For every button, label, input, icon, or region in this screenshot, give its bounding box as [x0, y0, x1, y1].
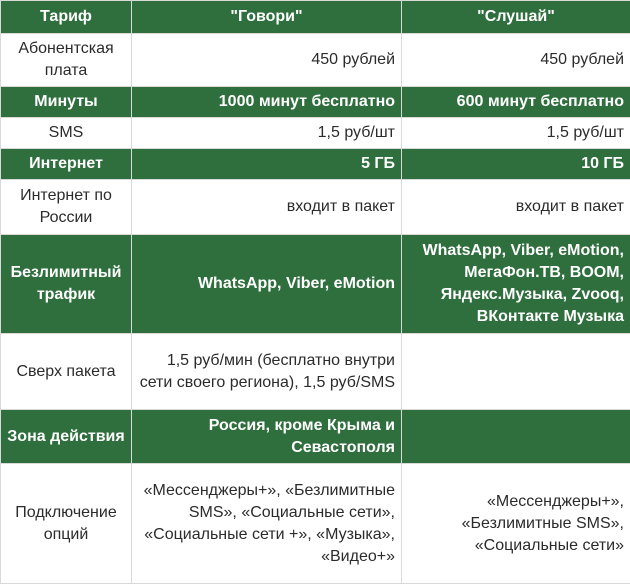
govori-value: 5 ГБ [132, 149, 402, 180]
table-row [1, 34, 630, 87]
row-label: Сверх пакета [1, 334, 132, 410]
govori-value: 450 рублей [132, 34, 402, 87]
govori-value: входит в пакет [132, 180, 402, 235]
govori-value: 1000 минут бесплатно [132, 87, 402, 118]
table-row [1, 410, 630, 464]
table-row [1, 87, 630, 118]
table-row [1, 118, 630, 149]
header-slushay: "Слушай" [402, 1, 630, 34]
govori-value: Россия, кроме Крыма и Севастополя [132, 410, 402, 464]
table-row [1, 334, 630, 410]
slushay-value: 450 рублей [402, 34, 630, 87]
row-label: Интернет [1, 149, 132, 180]
slushay-value: «Мессенджеры+», «Безлимитные SMS», «Социальные сети» [402, 464, 630, 584]
row-label: Минуты [1, 87, 132, 118]
slushay-value: WhatsApp, Viber, eMotion, МегаФон.ТВ, BOOM, Яндекс.Музыка, Zvooq, ВКонтакте Музыка [402, 235, 630, 334]
row-label: SMS [1, 118, 132, 149]
slushay-value: 10 ГБ [402, 149, 630, 180]
govori-value: 1,5 руб/мин (бесплатно внутри сети своего региона), 1,5 руб/SMS [132, 334, 402, 410]
table-row [1, 235, 630, 334]
govori-value: 1,5 руб/шт [132, 118, 402, 149]
govori-value: WhatsApp, Viber, eMotion [132, 235, 402, 334]
row-label: Интернет по России [1, 180, 132, 235]
slushay-value [402, 334, 630, 410]
row-label: Зона действия [1, 410, 132, 464]
table-header-row [1, 1, 630, 34]
slushay-value: 600 минут бесплатно [402, 87, 630, 118]
header-govori: "Говори" [132, 1, 402, 34]
slushay-value: 1,5 руб/шт [402, 118, 630, 149]
table-row [1, 149, 630, 180]
row-label: Абонентская плата [1, 34, 132, 87]
slushay-value [402, 410, 630, 464]
header-tariff: Тариф [1, 1, 132, 34]
row-label: Подключение опций [1, 464, 132, 584]
table-row [1, 464, 630, 584]
govori-value: «Мессенджеры+», «Безлимитные SMS», «Социальные сети», «Социальные сети +», «Музыка», «Видео+» [132, 464, 402, 584]
table-row [1, 180, 630, 235]
row-label: Безлимитный трафик [1, 235, 132, 334]
slushay-value: входит в пакет [402, 180, 630, 235]
